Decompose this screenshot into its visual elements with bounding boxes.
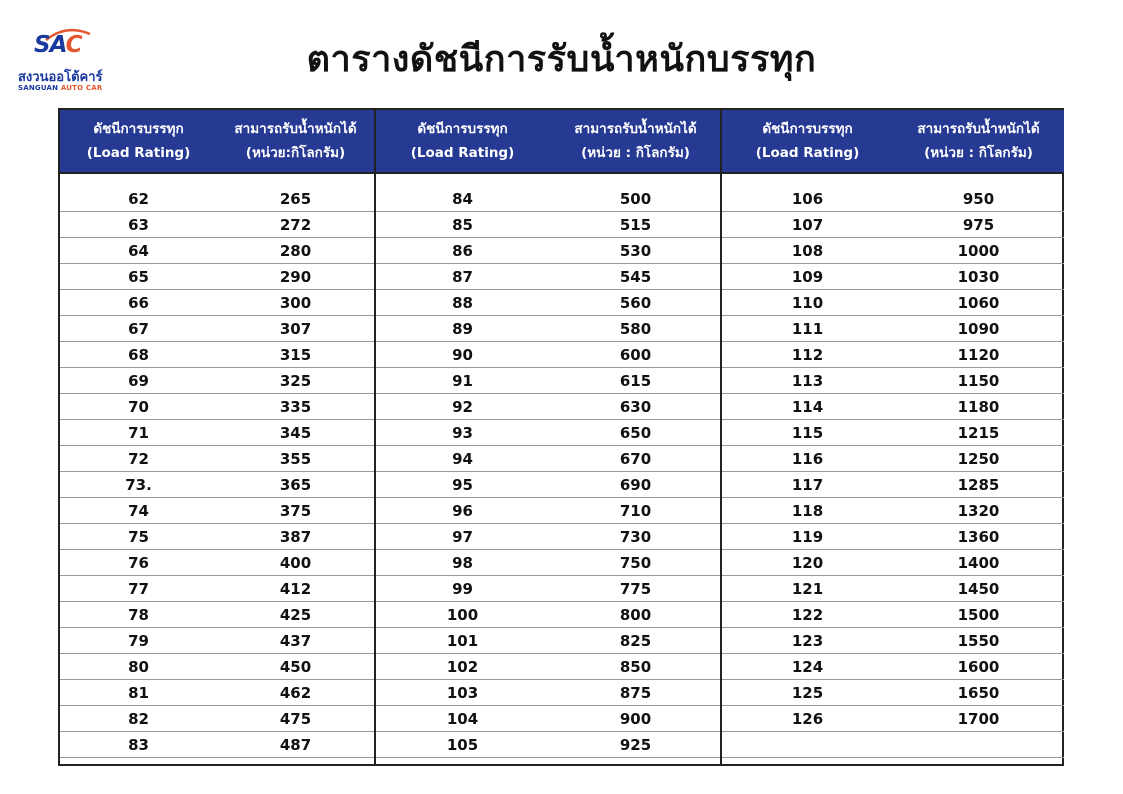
capacity-cell: 1180	[957, 398, 1000, 416]
table-row	[722, 602, 1064, 628]
table-row	[60, 576, 374, 602]
table-header	[60, 110, 374, 174]
table-row	[722, 524, 1064, 550]
load-index-cell: 126	[791, 710, 824, 728]
capacity-cell: 325	[279, 372, 312, 390]
load-index-cell: 110	[791, 294, 824, 312]
table-row	[60, 706, 374, 732]
table-row	[376, 394, 722, 420]
load-rating-header	[722, 110, 893, 172]
capacity-header	[217, 110, 374, 172]
table-row	[376, 680, 722, 706]
capacity-cell: 450	[279, 658, 312, 676]
table-row	[376, 654, 722, 680]
header-line: สามารถรับน้ำหนักได้	[234, 121, 357, 137]
load-index-cell: 77	[128, 580, 149, 598]
table-row	[376, 706, 722, 732]
table-row	[722, 394, 1064, 420]
capacity-cell: 365	[279, 476, 312, 494]
table-panel-1	[60, 110, 374, 764]
table-row	[722, 186, 1064, 212]
load-index-cell: 63	[128, 216, 149, 234]
capacity-cell: 272	[279, 216, 312, 234]
table-row	[376, 212, 722, 238]
table-row	[722, 550, 1064, 576]
capacity-cell: 345	[279, 424, 312, 442]
load-index-cell: 91	[452, 372, 473, 390]
capacity-cell: 850	[619, 658, 652, 676]
load-index-cell: 84	[452, 190, 473, 208]
load-index-cell: 125	[791, 684, 824, 702]
capacity-cell: 265	[279, 190, 312, 208]
table-row	[60, 212, 374, 238]
load-index-cell: 118	[791, 502, 824, 520]
capacity-cell: 400	[279, 554, 312, 572]
table-row	[60, 238, 374, 264]
load-index-cell: 105	[446, 736, 479, 754]
capacity-cell: 545	[619, 268, 652, 286]
table-row	[376, 732, 722, 758]
table-row	[722, 212, 1064, 238]
table-row	[376, 498, 722, 524]
table-row	[60, 264, 374, 290]
load-index-cell: 72	[128, 450, 149, 468]
table-row	[60, 394, 374, 420]
load-index-cell: 89	[452, 320, 473, 338]
table-row	[376, 316, 722, 342]
table-header	[376, 110, 722, 174]
capacity-cell: 950	[962, 190, 995, 208]
capacity-cell: 900	[619, 710, 652, 728]
load-index-cell: 93	[452, 424, 473, 442]
capacity-cell: 630	[619, 398, 652, 416]
load-index-cell: 69	[128, 372, 149, 390]
load-index-cell: 75	[128, 528, 149, 546]
capacity-cell: 530	[619, 242, 652, 260]
table-row	[60, 498, 374, 524]
capacity-cell: 1285	[957, 476, 1000, 494]
load-index-cell: 119	[791, 528, 824, 546]
capacity-cell: 355	[279, 450, 312, 468]
load-index-cell: 121	[791, 580, 824, 598]
load-index-cell: 78	[128, 606, 149, 624]
capacity-cell: 730	[619, 528, 652, 546]
load-index-cell: 90	[452, 346, 473, 364]
load-index-cell: 74	[128, 502, 149, 520]
capacity-cell: 387	[279, 528, 312, 546]
table-row	[722, 264, 1064, 290]
load-index-cell: 79	[128, 632, 149, 650]
load-index-cell: 98	[452, 554, 473, 572]
load-index-cell: 85	[452, 216, 473, 234]
header-line: (หน่วย : กิโลกรัม)	[924, 145, 1033, 161]
capacity-cell: 825	[619, 632, 652, 650]
table-row	[60, 420, 374, 446]
capacity-cell: 315	[279, 346, 312, 364]
header-line: (Load Rating)	[755, 145, 860, 161]
logo-english-name-part1: SANGUAN	[18, 84, 61, 92]
load-index-cell: 95	[452, 476, 473, 494]
table-row	[376, 524, 722, 550]
capacity-cell: 487	[279, 736, 312, 754]
load-index-cell: 70	[128, 398, 149, 416]
capacity-cell: 600	[619, 346, 652, 364]
capacity-cell: 650	[619, 424, 652, 442]
table-row	[722, 446, 1064, 472]
table-row	[722, 420, 1064, 446]
capacity-cell: 875	[619, 684, 652, 702]
load-index-cell: 73.	[125, 476, 152, 494]
table-row	[60, 628, 374, 654]
table-header	[722, 110, 1064, 174]
capacity-cell: 425	[279, 606, 312, 624]
table-row	[722, 628, 1064, 654]
load-index-cell: 96	[452, 502, 473, 520]
load-index-cell: 101	[446, 632, 479, 650]
table-row	[60, 472, 374, 498]
load-index-cell: 107	[791, 216, 824, 234]
capacity-cell: 412	[279, 580, 312, 598]
table-body	[722, 174, 1064, 758]
table-row	[60, 524, 374, 550]
capacity-cell: 1500	[957, 606, 1000, 624]
load-index-cell: 111	[791, 320, 824, 338]
capacity-cell: 1000	[957, 242, 1000, 260]
table-row	[376, 186, 722, 212]
capacity-cell: 580	[619, 320, 652, 338]
load-index-cell: 114	[791, 398, 824, 416]
table-body	[376, 174, 722, 758]
logo-thai-name: สงวนออโต้คาร์	[18, 70, 103, 85]
capacity-cell: 1360	[957, 528, 1000, 546]
load-index-cell: 67	[128, 320, 149, 338]
capacity-cell: 710	[619, 502, 652, 520]
table-row	[376, 628, 722, 654]
capacity-cell: 1450	[957, 580, 1000, 598]
capacity-cell: 1700	[957, 710, 1000, 728]
capacity-cell: 1550	[957, 632, 1000, 650]
page-title: ตารางดัชนีการรับน้ำหนักบรรทุก	[306, 39, 817, 80]
capacity-cell: 515	[619, 216, 652, 234]
table-row	[722, 316, 1064, 342]
load-index-cell: 122	[791, 606, 824, 624]
capacity-cell: 500	[619, 190, 652, 208]
header-line: ดัชนีการบรรทุก	[93, 121, 184, 137]
capacity-cell: 560	[619, 294, 652, 312]
capacity-header	[893, 110, 1064, 172]
capacity-cell: 800	[619, 606, 652, 624]
load-index-cell: 86	[452, 242, 473, 260]
load-index-cell: 123	[791, 632, 824, 650]
load-index-cell: 94	[452, 450, 473, 468]
capacity-cell: 1400	[957, 554, 1000, 572]
table-row	[60, 290, 374, 316]
header-line: ดัชนีการบรรทุก	[762, 121, 853, 137]
load-index-cell: 66	[128, 294, 149, 312]
load-rating-header	[376, 110, 549, 172]
capacity-cell: 1215	[957, 424, 1000, 442]
load-index-cell: 117	[791, 476, 824, 494]
table-row	[376, 342, 722, 368]
load-index-cell: 106	[791, 190, 824, 208]
capacity-cell: 1150	[957, 372, 1000, 390]
table-row	[722, 238, 1064, 264]
load-index-cell: 65	[128, 268, 149, 286]
header-line: (หน่วย:กิโลกรัม)	[245, 145, 346, 161]
load-index-cell: 82	[128, 710, 149, 728]
table-row	[376, 576, 722, 602]
capacity-cell: 925	[619, 736, 652, 754]
table-row	[60, 550, 374, 576]
table-row	[722, 498, 1064, 524]
table-row	[376, 368, 722, 394]
load-index-cell: 97	[452, 528, 473, 546]
table-row	[60, 368, 374, 394]
table-row	[376, 290, 722, 316]
load-index-cell: 115	[791, 424, 824, 442]
table-row	[722, 290, 1064, 316]
load-index-cell: 80	[128, 658, 149, 676]
capacity-cell: 300	[279, 294, 312, 312]
capacity-cell: 475	[279, 710, 312, 728]
header-line: สามารถรับน้ำหนักได้	[574, 121, 697, 137]
capacity-cell: 462	[279, 684, 312, 702]
load-index-cell: 102	[446, 658, 479, 676]
capacity-cell: 1030	[957, 268, 1000, 286]
table-row	[60, 342, 374, 368]
table-row	[60, 446, 374, 472]
capacity-cell	[893, 732, 1064, 757]
load-index-cell	[722, 732, 893, 757]
header-line: (หน่วย : กิโลกรัม)	[581, 145, 690, 161]
load-index-cell: 68	[128, 346, 149, 364]
table-row	[722, 368, 1064, 394]
load-index-cell: 100	[446, 606, 479, 624]
table-row	[376, 264, 722, 290]
header-line: (Load Rating)	[86, 145, 191, 161]
load-index-cell: 109	[791, 268, 824, 286]
load-index-cell: 71	[128, 424, 149, 442]
capacity-cell: 1320	[957, 502, 1000, 520]
load-index-cell: 81	[128, 684, 149, 702]
capacity-cell: 375	[279, 502, 312, 520]
table-row	[376, 446, 722, 472]
table-row	[60, 732, 374, 758]
logo-mark: SAC	[34, 32, 82, 58]
load-index-cell: 120	[791, 554, 824, 572]
load-index-cell: 108	[791, 242, 824, 260]
table-body	[60, 174, 374, 758]
load-index-cell: 83	[128, 736, 149, 754]
header-line: (Load Rating)	[410, 145, 515, 161]
load-index-cell: 104	[446, 710, 479, 728]
load-index-cell: 116	[791, 450, 824, 468]
capacity-cell: 670	[619, 450, 652, 468]
table-row	[376, 602, 722, 628]
load-rating-header	[60, 110, 217, 172]
table-row	[60, 316, 374, 342]
table-panel-3	[720, 110, 1064, 764]
load-index-cell: 103	[446, 684, 479, 702]
table-row	[722, 680, 1064, 706]
capacity-cell: 1600	[957, 658, 1000, 676]
capacity-cell: 335	[279, 398, 312, 416]
table-row	[722, 576, 1064, 602]
capacity-cell: 615	[619, 372, 652, 390]
load-index-cell: 76	[128, 554, 149, 572]
load-index-cell: 113	[791, 372, 824, 390]
load-index-cell: 62	[128, 190, 149, 208]
load-index-cell: 64	[128, 242, 149, 260]
capacity-cell: 1650	[957, 684, 1000, 702]
load-index-cell: 92	[452, 398, 473, 416]
table-row	[722, 472, 1064, 498]
table-row	[376, 238, 722, 264]
table-row	[722, 732, 1064, 758]
load-index-cell: 112	[791, 346, 824, 364]
capacity-cell: 750	[619, 554, 652, 572]
load-index-cell: 87	[452, 268, 473, 286]
capacity-cell: 775	[619, 580, 652, 598]
table-row	[60, 654, 374, 680]
load-rating-table	[58, 108, 1064, 766]
logo-english-name-part2: AUTO CAR	[60, 84, 103, 92]
table-row	[722, 706, 1064, 732]
table-row	[722, 654, 1064, 680]
capacity-cell: 1120	[957, 346, 1000, 364]
table-row	[722, 342, 1064, 368]
table-row	[60, 680, 374, 706]
load-index-cell: 99	[452, 580, 473, 598]
table-panel-2	[374, 110, 722, 764]
load-index-cell: 88	[452, 294, 473, 312]
header-line: สามารถรับน้ำหนักได้	[917, 121, 1040, 137]
capacity-cell: 307	[279, 320, 312, 338]
capacity-cell: 1250	[957, 450, 1000, 468]
table-row	[60, 602, 374, 628]
capacity-cell: 280	[279, 242, 312, 260]
capacity-cell: 437	[279, 632, 312, 650]
capacity-header	[549, 110, 722, 172]
capacity-cell: 1060	[957, 294, 1000, 312]
table-row	[60, 186, 374, 212]
capacity-cell: 1090	[957, 320, 1000, 338]
table-row	[376, 472, 722, 498]
capacity-cell: 290	[279, 268, 312, 286]
header-line: ดัชนีการบรรทุก	[417, 121, 508, 137]
capacity-cell: 690	[619, 476, 652, 494]
load-index-cell: 124	[791, 658, 824, 676]
table-row	[376, 550, 722, 576]
table-row	[376, 420, 722, 446]
capacity-cell: 975	[962, 216, 995, 234]
